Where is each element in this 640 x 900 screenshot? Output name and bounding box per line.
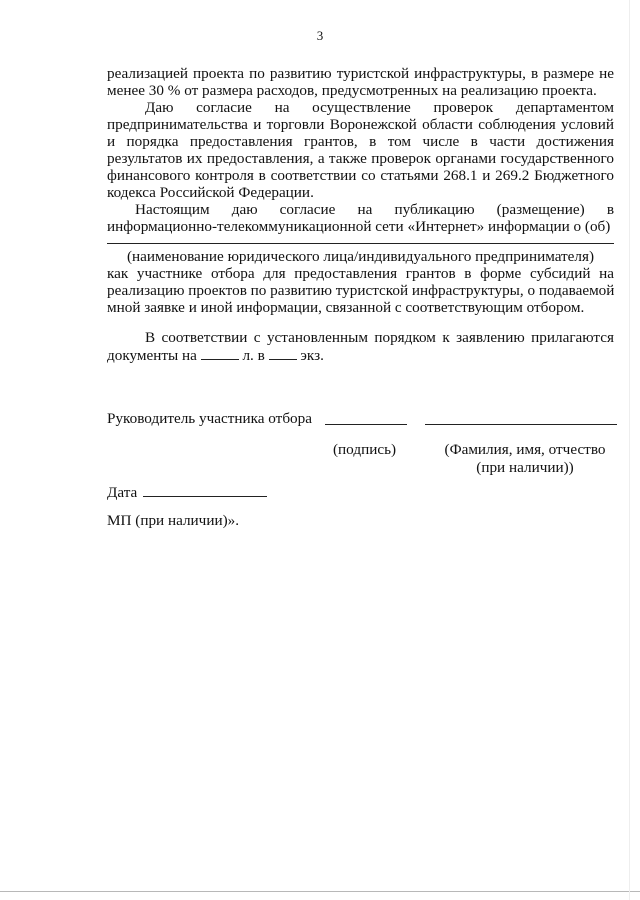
document-body: [107, 65, 614, 363]
text-line: и порядка предоставления грантов, в том числе в части достижения: [107, 133, 614, 150]
date-label: Дата: [107, 484, 138, 501]
text-line: финансового контроля в соответствии со статьями 268.1 и 269.2 Бюджетного: [107, 167, 614, 184]
copies-count-blank: [269, 346, 297, 360]
signature-blank: [325, 424, 407, 425]
date-blank: [143, 482, 267, 497]
text-line: реализацию проектов по развитию туристской инфраструктуры, о подаваемой: [107, 282, 615, 299]
text-line: реализацией проекта по развитию туристской инфраструктуры, в размере не: [107, 65, 614, 82]
organization-name-blank: [107, 235, 614, 244]
full-name-caption: [441, 441, 609, 477]
text-line: результатов их предоставления, а также проверок органами государственного: [107, 150, 614, 167]
scan-edge-right: [629, 0, 630, 900]
text-line: мной заявке и иной информации, связанной с соответствующим отбором.: [107, 299, 585, 316]
scan-edge-bottom: [0, 891, 640, 892]
attachments-text-3: экз.: [300, 347, 324, 364]
text-line: Настоящим даю согласие на публикацию (размещение) в: [135, 201, 614, 218]
full-name-caption-line-1: (Фамилия, имя, отчество: [444, 441, 606, 458]
text-line: Даю согласие на осуществление проверок департаментом: [145, 99, 614, 116]
sheets-count-blank: [201, 346, 239, 360]
attachments-text-1: документы на: [107, 347, 197, 364]
text-line: предпринимательства и торговли Воронежской области соблюдения условий: [107, 116, 614, 133]
signature-caption: (подпись): [333, 441, 397, 458]
signature-label: Руководитель участника отбора: [107, 410, 312, 427]
stamp-label: МП (при наличии)».: [107, 512, 240, 529]
full-name-blank: [425, 424, 617, 425]
text-line: В соответствии с установленным порядком к заявлению прилагаются: [145, 329, 614, 346]
text-line: как участнике отбора для предоставления грантов в форме субсидий на: [107, 265, 614, 282]
attachments-text-2: л. в: [242, 347, 265, 364]
attachments-line: [107, 346, 614, 363]
text-line: менее 30 % от размера расходов, предусмотренных на реализацию проекта.: [107, 82, 597, 99]
text-line: кодекса Российской Федерации.: [107, 184, 314, 201]
page-number: 3: [316, 28, 324, 43]
organization-name-caption: (наименование юридического лица/индивидуального предпринимателя): [126, 248, 595, 265]
full-name-caption-line-2: (при наличии)): [476, 459, 574, 476]
text-line: информационно-телекоммуникационной сети «Интернет» информации о (об): [107, 218, 611, 235]
date-line: [107, 482, 267, 502]
